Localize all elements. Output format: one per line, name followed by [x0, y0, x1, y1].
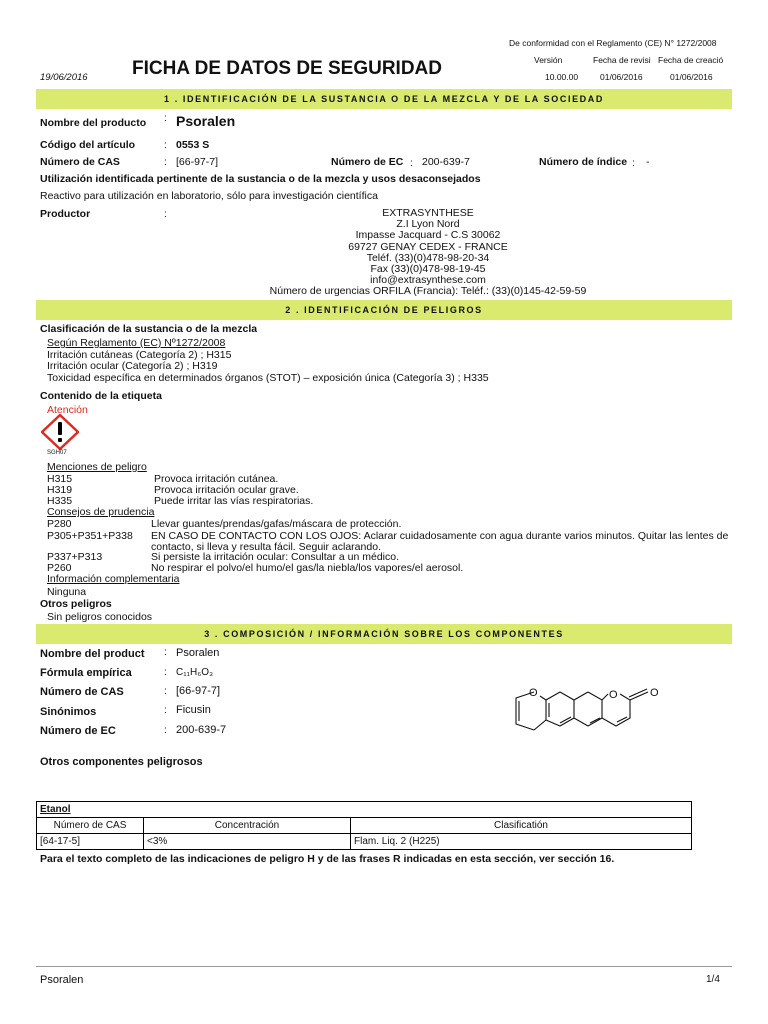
hazard-text: Provoca irritación ocular grave.	[154, 484, 299, 496]
psoralen-structure-diagram	[500, 676, 680, 748]
article-code-label: Código del artículo	[40, 139, 136, 151]
product-name-label: Nombre del producto	[40, 117, 147, 129]
hazard-code: H335	[47, 495, 73, 507]
producer-email: info@extrasynthese.com	[370, 274, 486, 287]
footer-product: Psoralen	[40, 974, 84, 986]
producer-line: Fax (33)(0)478-98-19-45	[370, 263, 486, 276]
table-cell: Flam. Liq. 2 (H225)	[351, 834, 692, 850]
colon: :	[164, 139, 167, 151]
product-value: Psoralen	[176, 647, 220, 659]
other-hazards-text: Sin peligros conocidos	[47, 611, 153, 623]
signal-word: Atención	[47, 404, 88, 416]
product-name: Psoralen	[176, 113, 236, 129]
document-date: 19/06/2016	[40, 72, 88, 83]
table-row	[37, 834, 692, 850]
producer-line: EXTRASYNTHESE	[382, 207, 474, 219]
classification-item: Irritación cutáneas (Categoría 2) ; H315	[47, 349, 232, 361]
producer-line: 69727 GENAY CEDEX - FRANCE	[348, 240, 508, 253]
column-header: Concentración	[144, 818, 351, 834]
precaution-code: P260	[47, 562, 72, 574]
version-label: Versión	[534, 55, 563, 65]
producer-line: Teléf. (33)(0)478-98-20-34	[366, 251, 490, 264]
precaution-heading: Consejos de prudencia	[47, 506, 155, 518]
colon: :	[410, 157, 413, 169]
cas-value-3: [66-97-7]	[176, 685, 221, 697]
regulation-note: De conformidad con el Reglamento (CE) N° 1272/2008	[509, 38, 717, 48]
creation-date: 01/06/2016	[670, 72, 713, 82]
synonyms-value: Ficusin	[176, 704, 211, 716]
producer-address	[200, 208, 656, 298]
classification-item: Toxicidad específica en determinados órganos (STOT) – exposición única (Categoría 3) ; H335	[47, 372, 489, 384]
ec-label: Número de EC	[331, 156, 404, 168]
section-3-heading: 3 . COMPOSICIÓN / INFORMACIÓN SOBRE LOS COMPONENTES	[36, 624, 732, 644]
ec-value-3: 200-639-7	[176, 724, 227, 736]
precaution-text: Si persiste la irritación ocular: Consultar a un médico.	[151, 551, 400, 563]
classification-heading: Clasificación de la sustancia o de la mezcla	[40, 323, 258, 335]
revision-date: 01/06/2016	[600, 72, 643, 82]
table-cell: <3%	[144, 834, 351, 850]
colon: :	[164, 666, 167, 678]
index-label: Número de índice	[539, 156, 628, 168]
formula-value: C₁₁H₆O₃	[176, 667, 214, 678]
cas-number: [66-97-7]	[176, 156, 219, 168]
colon: :	[164, 112, 167, 124]
supplementary-text: Ninguna	[47, 586, 87, 598]
table-header-row	[37, 818, 692, 834]
precaution-text: No respirar el polvo/el humo/el gas/la niebla/los vapores/el aerosol.	[151, 562, 464, 574]
version-value: 10.00.00	[545, 72, 579, 82]
column-header: Número de CAS	[37, 818, 144, 834]
hazard-code: H315	[47, 473, 73, 485]
index-number: -	[646, 156, 650, 168]
oxygen-atom-label: O	[609, 689, 618, 701]
hazard-code: H319	[47, 484, 73, 496]
article-code: 0553 S	[176, 139, 210, 151]
ec-number: 200-639-7	[422, 156, 470, 168]
precaution-text: Llevar guantes/prendas/gafas/máscara de protección.	[151, 518, 402, 530]
emergency-number: Número de urgencias ORFILA (Francia): Teléf.: (33)(0)145-42-59-59	[269, 285, 587, 298]
other-components-heading: Otros componentes peligrosos	[40, 756, 203, 768]
colon: :	[164, 646, 167, 658]
regulation-reference: Según Reglamento (EC) Nº1272/2008	[47, 337, 226, 349]
oxygen-atom-label: O	[529, 687, 538, 699]
footer-divider	[36, 966, 732, 967]
ec-label-3: Número de EC	[40, 725, 116, 737]
component-name: Etanol	[37, 802, 692, 818]
page-number: 1/4	[706, 974, 720, 985]
section-1-heading: 1 . IDENTIFICACIÓN DE LA SUSTANCIA O DE LA MEZCLA Y DE LA SOCIEDAD	[36, 89, 732, 109]
other-hazards-heading: Otros peligros	[40, 598, 112, 610]
table-cell: [64-17-5]	[37, 834, 144, 850]
producer-label: Productor	[40, 208, 91, 220]
use-text: Reactivo para utilización en laboratorio, sólo para investigación científica	[40, 190, 378, 202]
classification-item: Irritación ocular (Categoría 2) ; H319	[47, 360, 218, 372]
supplementary-heading: Información complementaria	[47, 573, 180, 585]
hazard-text: Puede irritar las vías respiratorias.	[154, 495, 314, 507]
precaution-code: P337+P313	[47, 551, 103, 563]
colon: :	[164, 704, 167, 716]
colon: :	[632, 157, 635, 169]
synonyms-label: Sinónimos	[40, 706, 97, 718]
producer-line: Impasse Jacquard - C.S 30062	[355, 229, 501, 242]
colon: :	[164, 156, 167, 168]
colon: :	[164, 685, 167, 697]
producer-line: Z.I Lyon Nord	[396, 218, 460, 231]
pictogram-code: SGH07	[47, 450, 67, 456]
colon: :	[164, 208, 167, 220]
precaution-code: P305+P351+P338	[47, 530, 133, 542]
oxygen-atom-label: O	[650, 687, 659, 699]
colon: :	[164, 724, 167, 736]
hazard-statements-heading: Menciones de peligro	[47, 461, 147, 473]
precaution-text-continued: contacto, si lleva y resulta fácil. Seguir aclarando.	[151, 541, 381, 553]
precaution-code: P280	[47, 518, 72, 530]
section-2-heading: 2 . IDENTIFICACIÓN DE PELIGROS	[36, 300, 732, 320]
precaution-text: EN CASO DE CONTACTO CON LOS OJOS: Aclarar cuidadosamente con agua durante varios minutos. Quitar las lentes de	[151, 530, 729, 542]
page-title: FICHA DE DATOS DE SEGURIDAD	[132, 58, 443, 79]
hazard-text: Provoca irritación cutánea.	[154, 473, 279, 485]
section-3-note: Para el texto completo de las indicaciones de peligro H y de las frases R indicadas en esta sección, ver sección 16.	[40, 853, 615, 865]
use-heading: Utilización identificada pertinente de la sustancia o de la mezcla y usos desaconsejados	[40, 173, 481, 185]
exclamation-hazard-pictogram	[41, 414, 79, 450]
cas-label-3: Número de CAS	[40, 686, 124, 698]
product-label: Nombre del product	[40, 648, 145, 660]
formula-label: Fórmula empírica	[40, 667, 132, 679]
components-table	[36, 801, 692, 850]
cas-label: Número de CAS	[40, 156, 120, 168]
revision-label: Fecha de revisi	[593, 55, 651, 65]
creation-label: Fecha de creació	[658, 55, 724, 65]
label-heading: Contenido de la etiqueta	[40, 390, 162, 402]
column-header: Clasificatión	[351, 818, 692, 834]
